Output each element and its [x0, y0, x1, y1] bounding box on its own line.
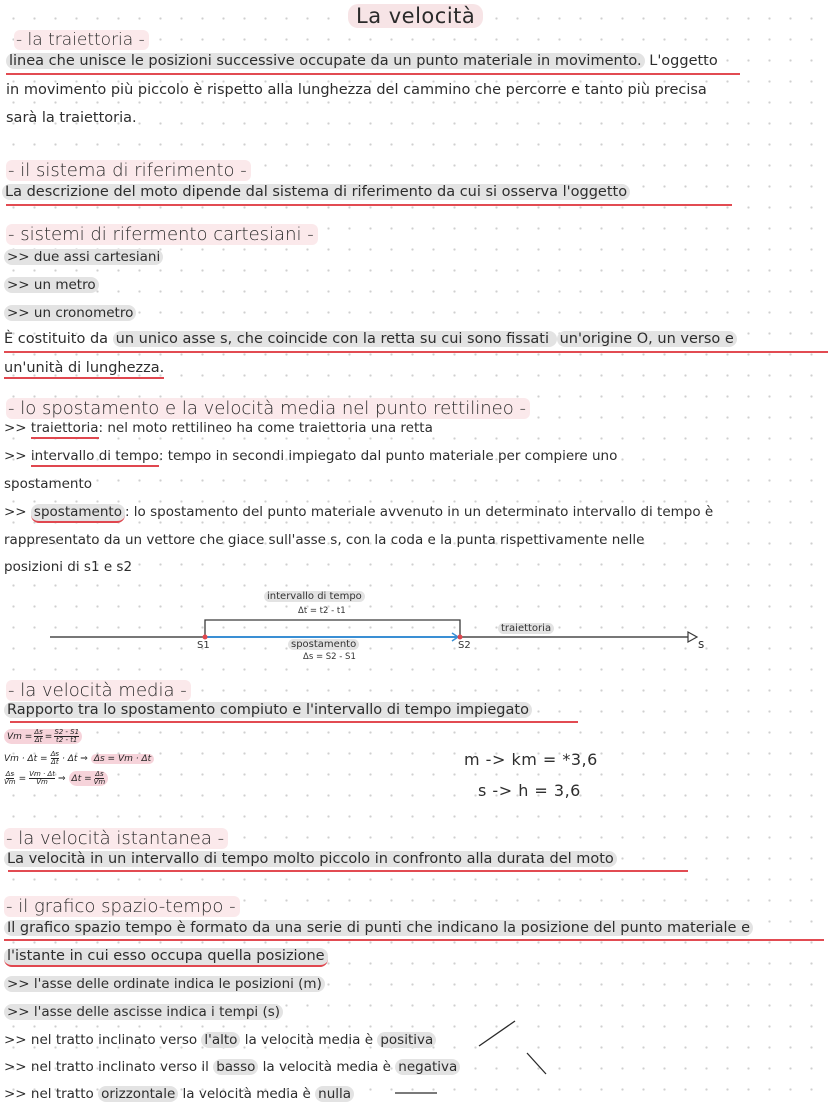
grafico-line-2: l'istante in cui esso occupa quella posizione — [4, 948, 328, 964]
flat-line-icon — [395, 1090, 440, 1096]
formula-1: Vm = $\frac{\Delta s}{\Delta t}$ = $\frac{S2 - S1}{t2 - t1}$ — [4, 729, 82, 744]
velocita-media-text: Rapporto tra lo spostamento compiuto e l'intervallo di tempo impiegato — [4, 702, 532, 718]
sistema-riferimento-text: La descrizione del moto dipende dal sistema di riferimento da cui si osserva l'oggetto — [2, 184, 630, 200]
heading-sistema-riferimento: - il sistema di riferimento - — [6, 160, 251, 181]
spostamento-item-3: >> spostamento : lo spostamento del punto materiale avvenuto in un determinato intervallo di tempo è — [4, 504, 713, 520]
axis-label: s — [698, 637, 705, 651]
slope-item-null: >> nel tratto orizzontale la velocità media è nulla — [4, 1086, 354, 1102]
list-item: >> un metro — [4, 277, 99, 293]
spostamento-item-2: >> intervallo di tempo: tempo in secondi impiegato dal punto materiale per compiere uno — [4, 448, 617, 464]
page-title: La velocità — [348, 4, 483, 28]
heading-velocita-media: - la velocità media - — [6, 680, 191, 701]
grafico-line-1: Il grafico spazio tempo è formato da una serie di punti che indicano la posizione del punto materiale e — [4, 920, 753, 936]
s1-label: S1 — [197, 640, 210, 651]
interval-label: intervallo di tempo — [264, 591, 365, 602]
formula-3: $\frac{\Delta s}{Vm}$ = $\frac{Vm \cdot \Delta t}{Vm}$ ⇒ Δt = $\frac{\Delta s}{Vm}$ — [4, 771, 108, 786]
fraction: $\frac{S2 - S1}{t2 - t1}$ — [54, 728, 80, 744]
s2-label: S2 — [458, 640, 471, 651]
red-underline — [6, 73, 740, 75]
red-underline — [6, 204, 732, 206]
heading-grafico: - il grafico spazio-tempo - — [4, 896, 240, 917]
spostamento-item-2-cont: spostamento — [4, 476, 93, 492]
velocita-istantanea-text: La velocità in un intervallo di tempo molto piccolo in confronto alla durata del moto — [4, 851, 617, 867]
sistemi-cartesiani-def-2: un'unità di lunghezza. — [4, 360, 164, 376]
list-item: >> l'asse delle ordinate indica le posizioni (m) — [4, 976, 325, 992]
spostamento-item-3-cont-1: rappresentato da un vettore che giace sull'asse s, con la coda e la punta rispettivamente nelle — [4, 532, 645, 548]
fraction: $\frac{\Delta s}{\Delta t}$ — [50, 750, 60, 766]
conversion-s-h: s -> h = 3,6 — [478, 781, 581, 800]
list-item: >> due assi cartesiani — [4, 249, 163, 265]
list-item: >> l'asse delle ascisse indica i tempi (s) — [4, 1004, 283, 1020]
heading-spostamento: - lo spostamento e la velocità media nel punto rettilineo - — [6, 398, 530, 419]
spostamento-item-1: >> traiettoria: nel moto rettilineo ha come traiettoria una retta — [4, 420, 433, 436]
fraction: $\frac{\Delta s}{Vm}$ — [4, 770, 16, 786]
slope-symbols — [470, 1015, 550, 1103]
sistemi-cartesiani-def-1: È costituito da un unico asse s, che coincide con la retta su cui sono fissati un'origine O, un verso e — [4, 331, 737, 347]
slope-item-negative: >> nel tratto inclinato verso il basso la velocità media è negativa — [4, 1059, 460, 1075]
falling-line-icon — [527, 1053, 546, 1074]
displacement-formula: Δs = S2 - S1 — [303, 652, 356, 662]
red-underline — [10, 721, 578, 723]
displacement-label: spostamento — [288, 639, 359, 650]
fraction: $\frac{Vm \cdot \Delta t}{Vm}$ — [29, 770, 55, 786]
traiettoria-line-3: sarà la traiettoria. — [6, 110, 137, 126]
slope-item-positive: >> nel tratto inclinato verso l'alto la velocità media è positiva — [4, 1032, 436, 1048]
spostamento-item-3-cont-2: posizioni di s1 e s2 — [4, 559, 133, 575]
traiettoria-line-2: in movimento più piccolo è rispetto alla lunghezza del cammino che percorre e tanto più precisa — [6, 82, 707, 98]
heading-velocita-istantanea: - la velocità istantanea - — [4, 828, 228, 849]
red-underline — [4, 939, 824, 941]
heading-traiettoria: - la traiettoria - — [14, 30, 149, 50]
axis-diagram-svg — [0, 580, 828, 670]
list-item: >> un cronometro — [4, 305, 136, 321]
red-underline — [4, 351, 828, 353]
fraction: $\frac{\Delta s}{\Delta t}$ — [34, 728, 43, 744]
formula-2: Vm · Δt = $\frac{\Delta s}{\Delta t}$ · Δt ⇒ Δs = Vm · Δt — [4, 751, 154, 766]
heading-sistemi-cartesiani: - sistemi di rifermento cartesiani - — [6, 224, 318, 245]
traiettoria-line-1: linea che unisce le posizioni successive occupate da un punto materiale in movimento. L'oggetto — [6, 53, 718, 69]
fraction: $\frac{\Delta s}{Vm}$ — [93, 770, 106, 786]
trajectory-label: traiettoria — [498, 623, 554, 634]
interval-formula: Δt = t2 - t1 — [298, 606, 346, 616]
red-underline — [8, 870, 688, 872]
rising-line-icon — [479, 1021, 515, 1046]
conversion-m-km: m -> km = *3,6 — [464, 750, 598, 769]
